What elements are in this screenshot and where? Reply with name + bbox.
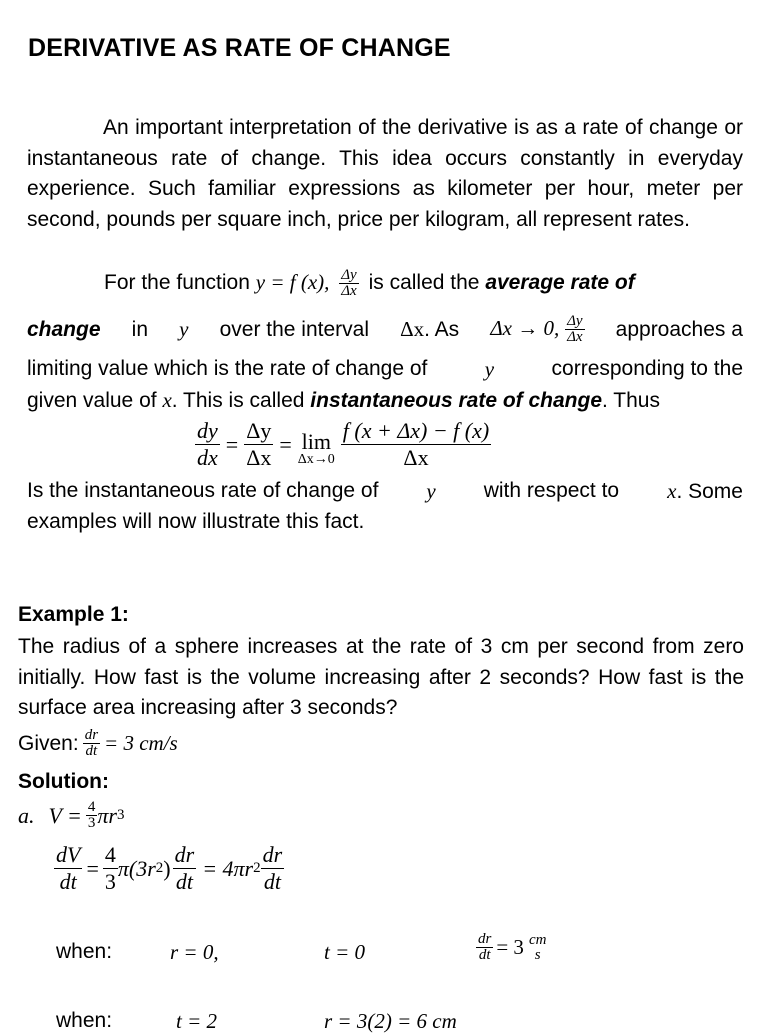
text: over the interval [219,317,370,341]
text: Is the instantaneous rate of change of [27,479,379,502]
given-line [18,728,178,759]
dr-dt-fraction: $\frac{dr}{dt}$ [174,842,195,894]
solution-label: Solution: [18,770,109,793]
text: . Thus [602,389,660,412]
delta-x: Δx [400,317,425,341]
function-expr: y = f (x), [255,270,330,295]
delta-fraction: $\frac{\Delta y}{\Delta x}$ [246,418,272,470]
var-y: y [426,479,436,503]
text: For the function [104,271,250,295]
var-x: x [667,479,677,503]
bold-term: average rate of [485,271,635,295]
delta-fraction: $\frac{\Delta y}{\Delta x}$ [341,267,357,299]
four-thirds: $\frac{4}{3}$ [104,842,116,894]
when-label-1: when: [56,940,113,963]
equals: = [279,431,292,457]
intro-line-2 [104,268,635,299]
limit-expr: Δx → 0, [490,316,560,341]
text: corresponding to the [551,357,743,380]
var-y: y [179,317,189,341]
volume-formula: a. V = $\frac{4}{3}$ πr 3 [18,799,125,831]
derivative-equation [195,418,491,471]
text: is called the [368,271,480,295]
rate-value: $\frac{dr}{dt}$ = 3 cm s [478,931,547,963]
intro-line-7: examples will now illustrate this fact. [27,510,365,533]
intro-paragraph [27,113,743,235]
unit-fraction: cm s [528,931,547,963]
bold-term: instantaneous rate of change [310,389,603,412]
var-x: x [162,388,172,412]
intro-line-6 [27,479,743,504]
when-r-1: r = 0, [170,940,219,964]
when-t-1: t = 0 [324,940,366,964]
given-label: Given: [18,731,79,755]
dr-dt-fraction: $\frac{dr}{dt}$ [262,842,283,894]
intro-line-5 [27,388,660,413]
dy-dx-fraction: $\frac{dy}{dx}$ [197,418,218,470]
text: given value of [27,389,157,412]
example-heading: Example 1: [18,603,129,626]
given-value: = 3 cm/s [104,731,178,755]
four-thirds: $\frac{4}{3}$ [87,799,96,831]
dV-dt-fraction: $\frac{dV}{dt}$ [56,842,81,894]
when-r-2: r = 3(2) = 6 cm [324,1009,457,1033]
difference-quotient: $\frac{f (x + \Delta x) - f (x)}{\Delta x}$ [342,418,490,470]
volume-derivative: $\frac{dV}{dt}$ = $\frac{4}{3}$ π(3r 2 ) $\frac{dr}{dt}$ = 4πr 2 $\frac{dr}{dt}$ [56,842,283,894]
page-title: DERIVATIVE AS RATE OF CHANGE [28,34,451,62]
dr-dt-fraction: $\frac{dr}{dt}$ [84,727,99,759]
text: . Some [676,480,743,503]
when-t-2: t = 2 [176,1009,218,1033]
bold-term: change [27,317,101,341]
example-problem: The radius of a sphere increases at the rate of 3 cm per second from zero initially. How fast is the volume increasing after 2 seconds? How fast is the surface area increasing after 3 seconds? [18,635,744,719]
text: limiting value which is the rate of change of [27,357,428,380]
limit: lim Δx→0 [297,428,335,467]
delta-fraction: $\frac{\Delta y}{\Delta x}$ [567,313,583,345]
intro-text: An important interpretation of the derivative is as a rate of change or instantaneous rate of change. This idea occurs constantly in everyday experience. Such familiar expressions as kilometer per hour, meter per second, pounds per square inch, price per kilogram, all represent rates. [27,116,743,231]
text: approaches a [615,317,743,341]
text: . As [424,318,460,341]
var-y: y [484,357,495,381]
text: in [131,317,149,341]
when-label-2: when: [56,1009,113,1032]
text: . This is called [171,389,305,412]
equals: = [225,431,239,457]
dr-dt-fraction: $\frac{dr}{dt}$ [478,931,492,963]
intro-line-4 [27,357,743,382]
text: with respect to [483,479,620,502]
intro-line-3 [27,314,743,345]
